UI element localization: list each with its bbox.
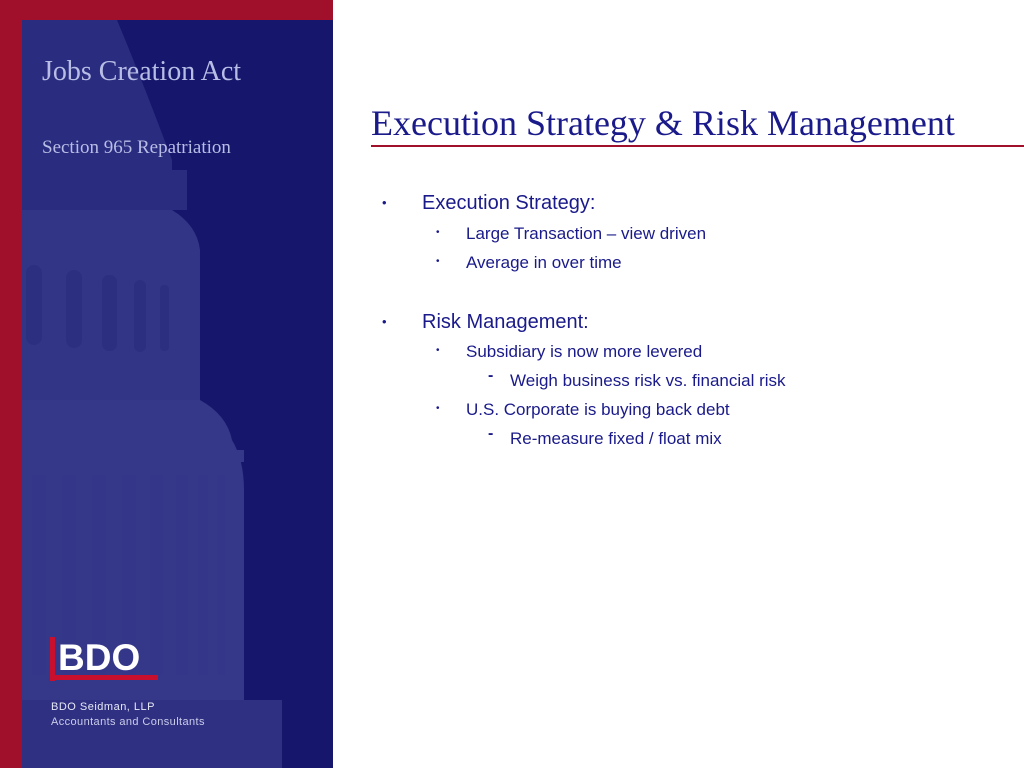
- bullet-dot-icon: •: [436, 403, 440, 414]
- title-divider: [371, 145, 1024, 147]
- sub-sub-bullet-text: Weigh business risk vs. financial risk: [510, 371, 786, 390]
- sub-bullet-text: U.S. Corporate is buying back debt: [466, 400, 730, 419]
- sub-bullet-text: Large Transaction – view driven: [466, 224, 707, 243]
- sub-sub-bullet-text: Re-measure fixed / float mix: [510, 429, 722, 448]
- red-accent-top: [22, 0, 333, 20]
- dash-bullet-icon: -: [488, 425, 494, 442]
- bdo-logo-icon: [50, 637, 160, 681]
- sidebar-subtitle: Section 965 Repatriation: [42, 137, 231, 158]
- bullet-dot-icon: •: [382, 195, 387, 210]
- bullet-dot-icon: •: [436, 345, 440, 356]
- bullet-dot-icon: •: [382, 314, 387, 329]
- logo-wordmark: BDO: [58, 637, 141, 678]
- dash-bullet-icon: -: [488, 367, 494, 384]
- bullet-text: Risk Management:: [422, 311, 589, 333]
- bullet-dot-icon: •: [436, 227, 440, 238]
- sub-bullet-text: Average in over time: [466, 253, 622, 272]
- company-tagline: Accountants and Consultants: [51, 716, 205, 728]
- sidebar-title: Jobs Creation Act: [42, 56, 242, 87]
- company-name: BDO Seidman, LLP: [51, 701, 155, 713]
- bullet-dot-icon: •: [436, 256, 440, 267]
- sub-bullet-text: Subsidiary is now more levered: [466, 342, 703, 361]
- bullet-text: Execution Strategy:: [422, 192, 596, 214]
- red-accent-strip: [0, 0, 22, 768]
- slide-title: Execution Strategy & Risk Management: [371, 103, 955, 143]
